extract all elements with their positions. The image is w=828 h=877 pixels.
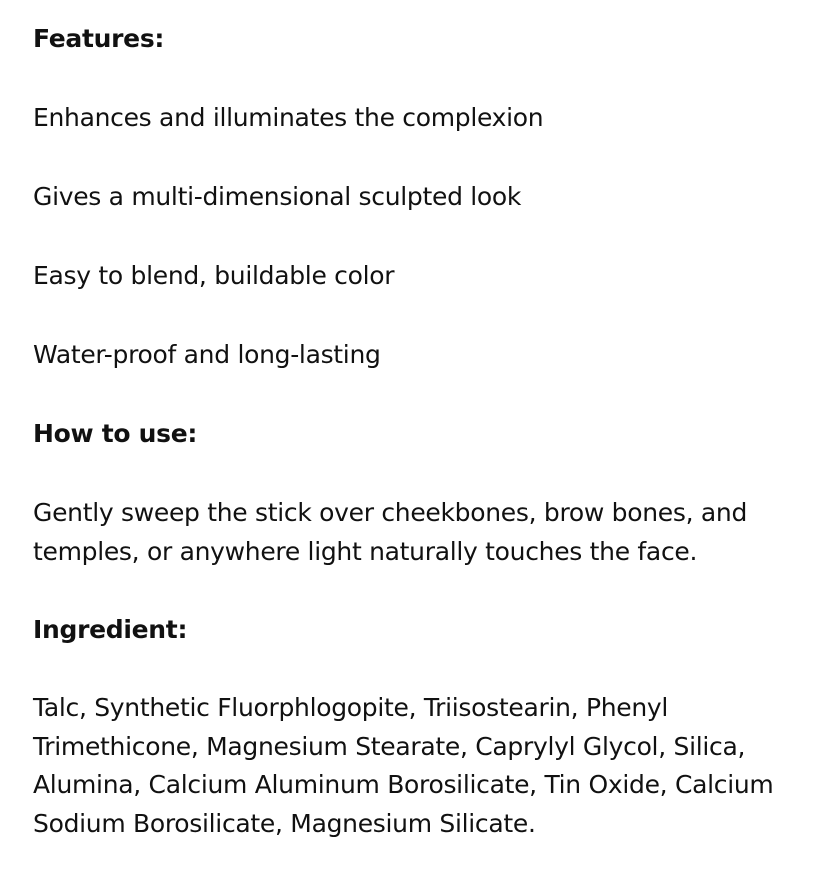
ingredient-text: Talc, Synthetic Fluorphlogopite, Triisostearin, Phenyl Trimethicone, Magnesium Stearate, Caprylyl Glycol, Silica, Alumina, Calcium Aluminum Borosilicate, Tin Oxide, Calcium Sodium Borosilicate, Magnesium Silicate. <box>33 693 774 838</box>
feature-item: Gives a multi-dimensional sculpted look <box>33 182 522 211</box>
how-to-use-text: Gently sweep the stick over cheekbones, brow bones, and temples, or anywhere light naturally touches the face. <box>33 498 748 566</box>
feature-item: Enhances and illuminates the complexion <box>33 103 544 132</box>
feature-item: Easy to blend, buildable color <box>33 261 395 290</box>
how-to-use-heading: How to use: <box>33 419 198 448</box>
feature-item: Water-proof and long-lasting <box>33 340 381 369</box>
ingredient-heading: Ingredient: <box>33 615 188 644</box>
features-heading: Features: <box>33 24 165 53</box>
